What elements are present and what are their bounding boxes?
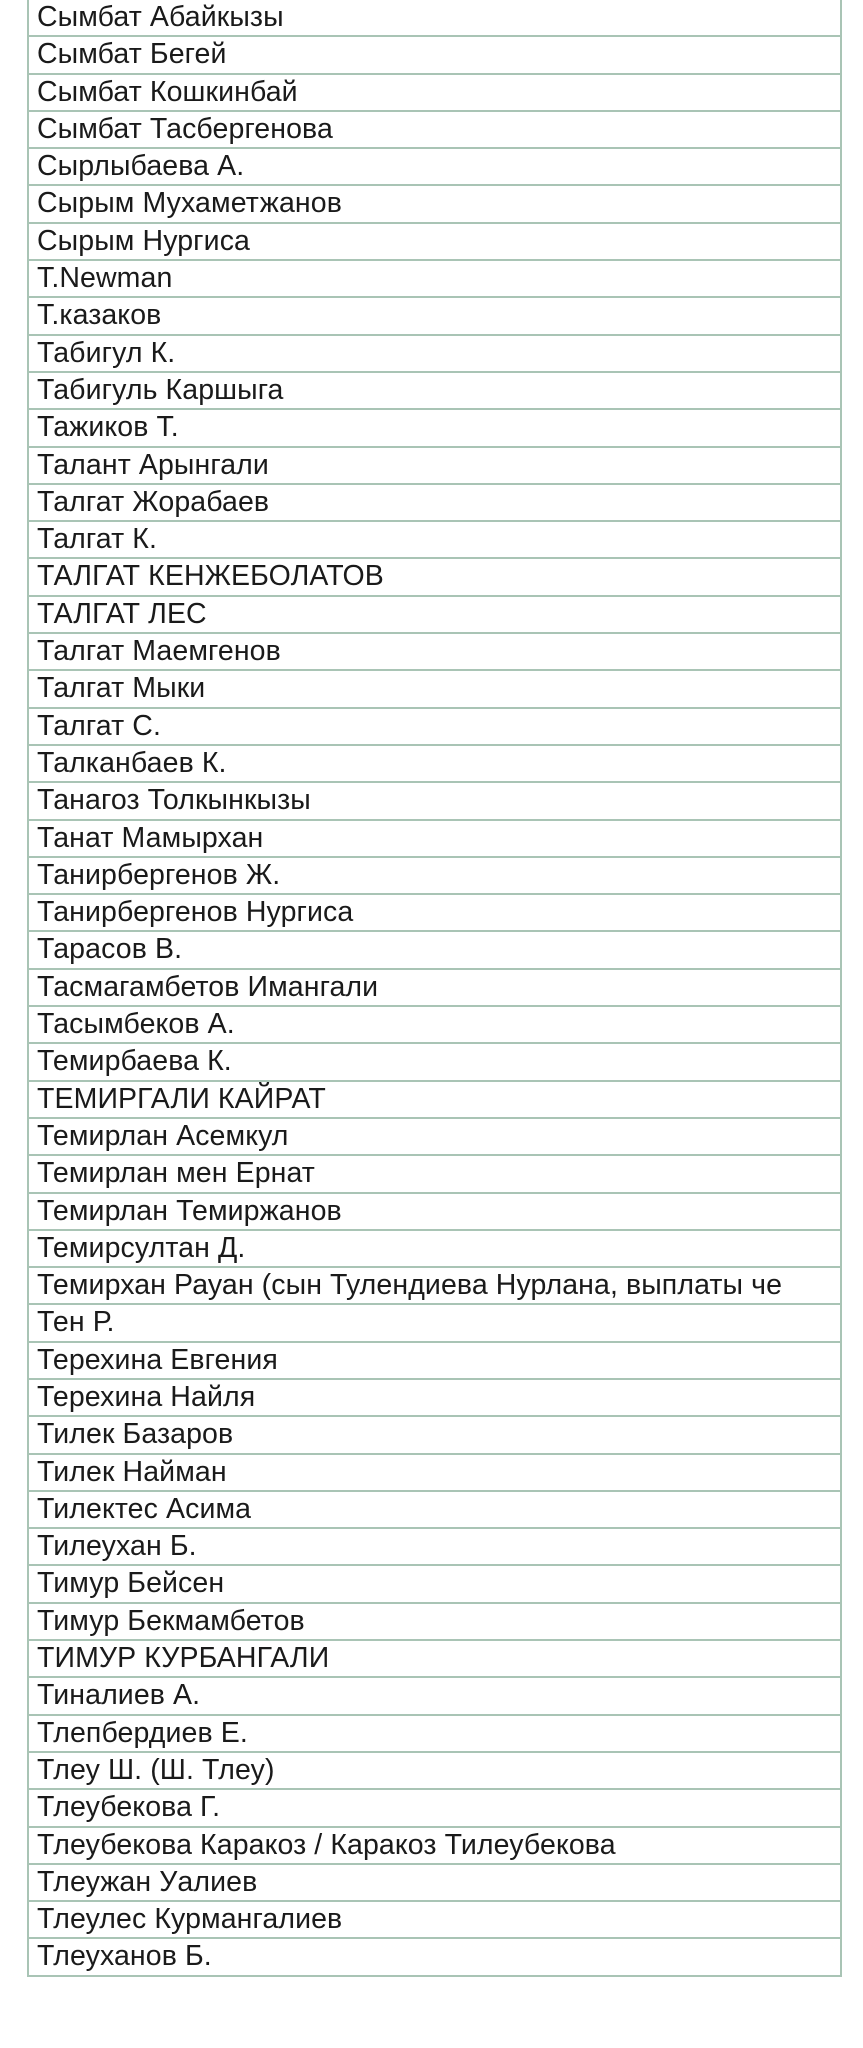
name-cell: Терехина Найля: [28, 1379, 841, 1416]
table-row: [28, 558, 841, 595]
name-cell: T.Newman: [28, 260, 841, 297]
table-row: [28, 708, 841, 745]
table-row: [28, 782, 841, 819]
name-cell: Тлеуханов Б.: [28, 1938, 841, 1975]
table-row: [28, 1342, 841, 1379]
table-row: [28, 0, 841, 36]
table-row: [28, 1938, 841, 1975]
name-cell: ТАЛГАТ КЕНЖЕБОЛАТОВ: [28, 558, 841, 595]
table-row: [28, 1752, 841, 1789]
name-cell: Тлеужан Уалиев: [28, 1864, 841, 1901]
name-cell: Тлепбердиев Е.: [28, 1715, 841, 1752]
name-cell: Танагоз Толкынкызы: [28, 782, 841, 819]
table-row: [28, 409, 841, 446]
name-cell: ТЕМИРГАЛИ КАЙРАТ: [28, 1081, 841, 1118]
table-row: [28, 969, 841, 1006]
table-row: [28, 335, 841, 372]
table-row: [28, 894, 841, 931]
name-cell: ТИМУР КУРБАНГАЛИ: [28, 1640, 841, 1677]
name-cell: Табигуль Каршыга: [28, 372, 841, 409]
name-cell: Тасмагамбетов Имангали: [28, 969, 841, 1006]
name-cell: Талгат Мыки: [28, 670, 841, 707]
name-cell: Тлеу Ш. (Ш. Тлеу): [28, 1752, 841, 1789]
name-cell: Танат Мамырхан: [28, 820, 841, 857]
name-cell: Тлеубекова Каракоз / Каракоз Тилеубекова: [28, 1827, 841, 1864]
table-row: [28, 74, 841, 111]
table-row: [28, 447, 841, 484]
name-cell: Сымбат Тасбергенова: [28, 111, 841, 148]
name-cell: Талант Арынгали: [28, 447, 841, 484]
table-row: [28, 1528, 841, 1565]
name-cell: Талгат С.: [28, 708, 841, 745]
table-row: [28, 1603, 841, 1640]
name-cell: Талгат Маемгенов: [28, 633, 841, 670]
table-row: [28, 223, 841, 260]
table-row: [28, 745, 841, 782]
table-row: [28, 185, 841, 222]
name-cell: Т.казаков: [28, 297, 841, 334]
table-row: [28, 1640, 841, 1677]
table-row: [28, 1006, 841, 1043]
table-row: [28, 36, 841, 73]
table-row: [28, 931, 841, 968]
name-cell: Тимур Бекмамбетов: [28, 1603, 841, 1640]
name-cell: Тарасов В.: [28, 931, 841, 968]
table-row: [28, 1789, 841, 1826]
table-row: [28, 670, 841, 707]
name-cell: Темирбаева К.: [28, 1043, 841, 1080]
name-cell: Тиналиев А.: [28, 1677, 841, 1714]
name-cell: Тилектес Асима: [28, 1491, 841, 1528]
name-cell: Темирхан Рауан (сын Тулендиева Нурлана, выплаты че: [28, 1267, 841, 1304]
name-cell: Сымбат Абайкызы: [28, 0, 841, 36]
name-cell: Темирлан Темиржанов: [28, 1193, 841, 1230]
table-row: [28, 1193, 841, 1230]
name-cell: Тасымбеков А.: [28, 1006, 841, 1043]
table-row: [28, 820, 841, 857]
table-row: [28, 1043, 841, 1080]
table-row: [28, 1379, 841, 1416]
name-cell: Сырлыбаева А.: [28, 148, 841, 185]
table-row: [28, 148, 841, 185]
table-row: [28, 521, 841, 558]
names-table: [27, 0, 842, 1977]
table-row: [28, 1827, 841, 1864]
table-row: [28, 1454, 841, 1491]
name-cell: Тилек Найман: [28, 1454, 841, 1491]
name-cell: Сырым Мухаметжанов: [28, 185, 841, 222]
names-table-body: [28, 0, 841, 1976]
table-row: [28, 1416, 841, 1453]
table-row: [28, 260, 841, 297]
name-cell: Тажиков Т.: [28, 409, 841, 446]
name-cell: Танирбергенов Нургиса: [28, 894, 841, 931]
table-row: [28, 1081, 841, 1118]
table-row: [28, 1304, 841, 1341]
name-cell: Талгат Жорабаев: [28, 484, 841, 521]
name-cell: Тлеулес Курмангалиев: [28, 1901, 841, 1938]
table-row: [28, 1565, 841, 1602]
name-cell: Сымбат Кошкинбай: [28, 74, 841, 111]
name-cell: ТАЛГАТ ЛЕС: [28, 596, 841, 633]
table-row: [28, 1715, 841, 1752]
name-cell: Тлеубекова Г.: [28, 1789, 841, 1826]
name-cell: Темирсултан Д.: [28, 1230, 841, 1267]
name-cell: Темирлан мен Ернат: [28, 1155, 841, 1192]
table-row: [28, 1864, 841, 1901]
name-cell: Сырым Нургиса: [28, 223, 841, 260]
name-cell: Табигул К.: [28, 335, 841, 372]
table-row: [28, 1230, 841, 1267]
table-row: [28, 111, 841, 148]
name-cell: Тилеухан Б.: [28, 1528, 841, 1565]
name-cell: Танирбергенов Ж.: [28, 857, 841, 894]
table-row: [28, 857, 841, 894]
table-row: [28, 1491, 841, 1528]
table-row: [28, 1155, 841, 1192]
name-cell: Талканбаев К.: [28, 745, 841, 782]
table-row: [28, 372, 841, 409]
table-row: [28, 596, 841, 633]
table-row: [28, 1118, 841, 1155]
table-row: [28, 1677, 841, 1714]
name-cell: Темирлан Асемкул: [28, 1118, 841, 1155]
name-cell: Сымбат Бегей: [28, 36, 841, 73]
name-cell: Терехина Евгения: [28, 1342, 841, 1379]
name-cell: Тилек Базаров: [28, 1416, 841, 1453]
table-row: [28, 1267, 841, 1304]
name-cell: Тимур Бейсен: [28, 1565, 841, 1602]
name-cell: Талгат К.: [28, 521, 841, 558]
table-row: [28, 297, 841, 334]
table-row: [28, 633, 841, 670]
table-row: [28, 484, 841, 521]
name-cell: Тен Р.: [28, 1304, 841, 1341]
table-row: [28, 1901, 841, 1938]
